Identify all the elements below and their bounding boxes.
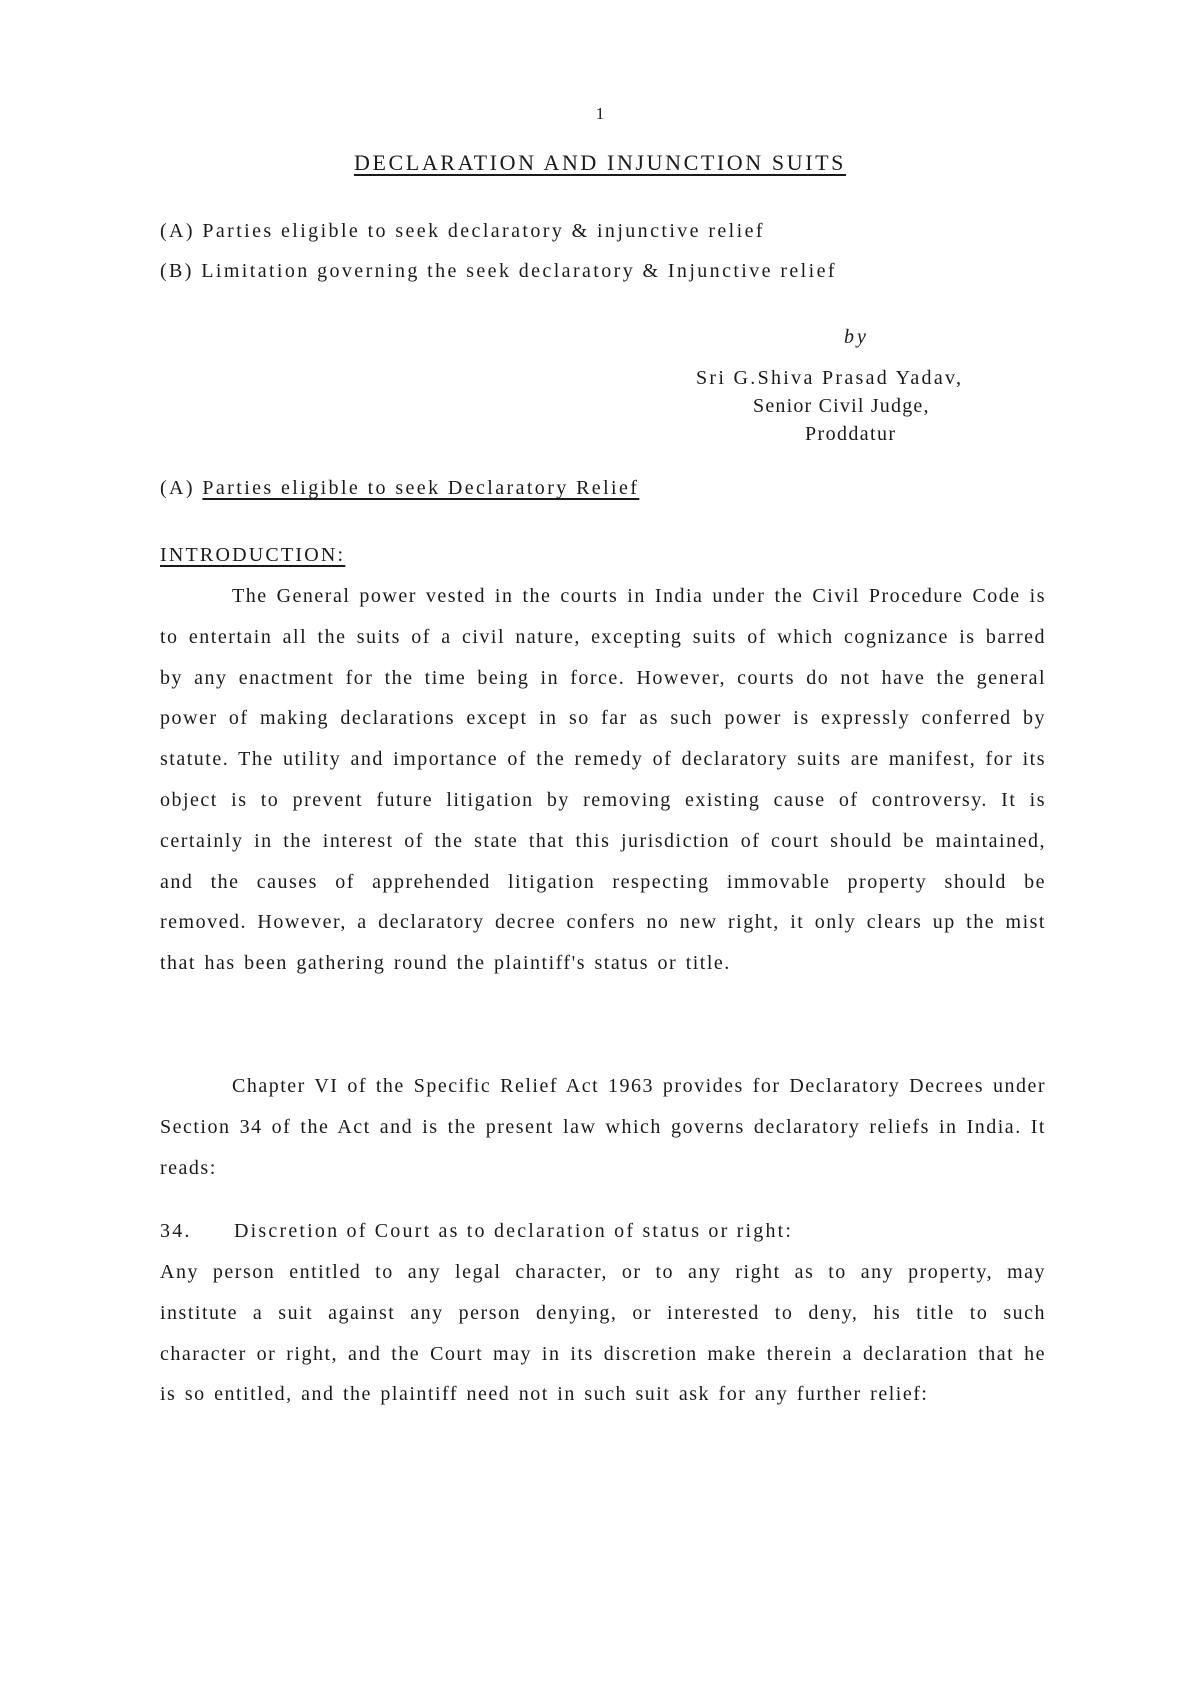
topic-a: (A) Parties eligible to seek declaratory & injunctive relief	[160, 220, 765, 242]
document-title: DECLARATION AND INJUNCTION SUITS	[353, 150, 847, 175]
author-place: Proddatur	[805, 423, 897, 445]
section-34-number: 34.	[160, 1220, 192, 1242]
author-name: Sri G.Shiva Prasad Yadav,	[696, 367, 964, 389]
section-a-title: Parties eligible to seek Declaratory Relief	[202, 477, 640, 499]
page-number: 1	[595, 104, 605, 123]
paragraph-introduction: The General power vested in the courts in India under the Civil Procedure Code is to entertain all the suits of a civil nature, excepting suits of which cognizance is barred by any enactment for the time being in force. However, courts do not have the general power of making declarations except in so far as such power is expressly conferred by statute. The utility and importance of the remedy of declaratory suits are manifest, for its object is to prevent future litigation by removing existing cause of controversy. It is certainly in the interest of the state that this jurisdiction of court should be maintained, and the causes of apprehended litigation respecting immovable property should be removed. However, a declaratory decree confers no new right, it only clears up the mist that has been gathering round the plaintiff's status or title.	[160, 585, 1046, 975]
section-34-heading	[160, 1220, 793, 1243]
byline-by: by	[844, 326, 869, 348]
author-designation: Senior Civil Judge,	[753, 395, 930, 417]
introduction-heading: INTRODUCTION:	[160, 544, 346, 566]
paragraph-chapter-vi: Chapter VI of the Specific Relief Act 1963 provides for Declaratory Decrees under Section 34 of the Act and is the present law which governs declaratory reliefs in India. It reads:	[160, 1075, 1046, 1179]
section-34-text: Any person entitled to any legal character, or to any right as to any property, may institute a suit against any person denying, or interested to deny, his title to such character or right, and the Court may in its discretion make therein a declaration that he is so entitled, and the plaintiff need not in such suit ask for any further relief:	[160, 1261, 1046, 1406]
section-a-prefix: (A)	[160, 477, 195, 499]
topic-b: (B) Limitation governing the seek declaratory & Injunctive relief	[160, 260, 837, 282]
section-34-title: Discretion of Court as to declaration of status or right:	[234, 1220, 794, 1242]
section-a-heading	[160, 477, 639, 500]
